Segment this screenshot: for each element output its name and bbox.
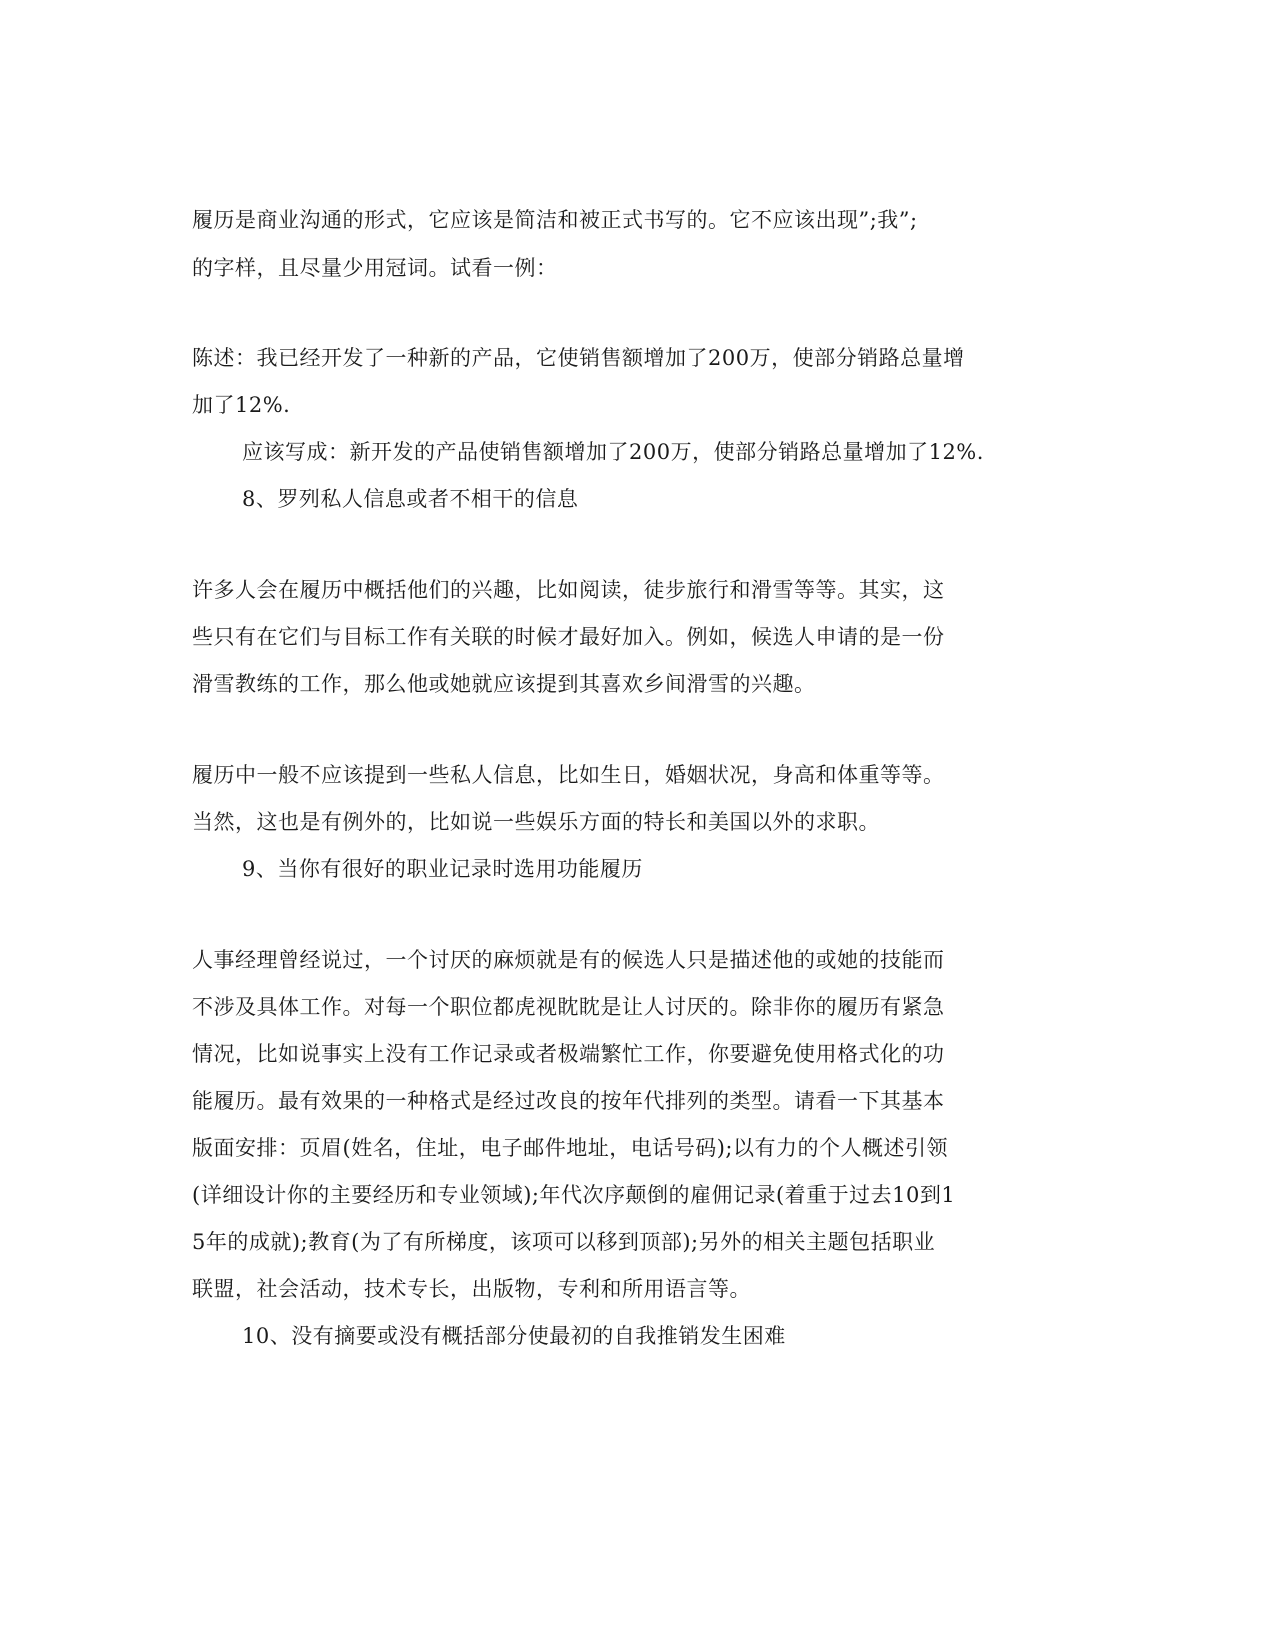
paragraph-line: 陈述：我已经开发了一种新的产品，它使销售额增加了200万，使部分销路总量增 bbox=[192, 346, 965, 370]
paragraph-line: 5年的成就);教育(为了有所梯度，该项可以移到顶部);另外的相关主题包括职业 bbox=[192, 1230, 936, 1254]
paragraph-line: (详细设计你的主要经历和专业领域);年代次序颠倒的雇佣记录(着重于过去10到1 bbox=[192, 1183, 956, 1207]
paragraph-line: 滑雪教练的工作，那么他或她就应该提到其喜欢乡间滑雪的兴趣。 bbox=[192, 672, 816, 696]
paragraph-line: 当然，这也是有例外的，比如说一些娱乐方面的特长和美国以外的求职。 bbox=[192, 810, 880, 834]
paragraph-line: 不涉及具体工作。对每一个职位都虎视眈眈是让人讨厌的。除非你的履历有紧急 bbox=[192, 995, 945, 1019]
paragraph-line: 版面安排：页眉(姓名，住址，电子邮件地址，电话号码);以有力的个人概述引领 bbox=[192, 1136, 948, 1160]
section-heading: 8、罗列私人信息或者不相干的信息 bbox=[242, 487, 579, 511]
paragraph-line: 加了12%. bbox=[192, 393, 291, 417]
paragraph-line: 履历中一般不应该提到一些私人信息，比如生日，婚姻状况，身高和体重等等。 bbox=[192, 763, 945, 787]
paragraph-line: 应该写成：新开发的产品使销售额增加了200万，使部分销路总量增加了12%. bbox=[242, 440, 984, 464]
paragraph-line: 的字样，且尽量少用冠词。试看一例： bbox=[192, 256, 558, 280]
paragraph-line: 联盟，社会活动，技术专长，出版物，专利和所用语言等。 bbox=[192, 1277, 751, 1301]
paragraph-line: 些只有在它们与目标工作有关联的时候才最好加入。例如，候选人申请的是一份 bbox=[192, 625, 945, 649]
section-heading: 10、没有摘要或没有概括部分使最初的自我推销发生困难 bbox=[242, 1324, 786, 1348]
section-heading: 9、当你有很好的职业记录时选用功能履历 bbox=[242, 857, 643, 881]
paragraph-line: 许多人会在履历中概括他们的兴趣，比如阅读，徒步旅行和滑雪等等。其实，这 bbox=[192, 578, 945, 602]
paragraph-line: 情况，比如说事实上没有工作记录或者极端繁忙工作，你要避免使用格式化的功 bbox=[192, 1042, 945, 1066]
paragraph-line: 人事经理曾经说过，一个讨厌的麻烦就是有的候选人只是描述他的或她的技能而 bbox=[192, 948, 945, 972]
paragraph-line: 履历是商业沟通的形式，它应该是简洁和被正式书写的。它不应该出现”;我”; bbox=[192, 208, 918, 232]
paragraph-line: 能履历。最有效果的一种格式是经过改良的按年代排列的类型。请看一下其基本 bbox=[192, 1089, 945, 1113]
